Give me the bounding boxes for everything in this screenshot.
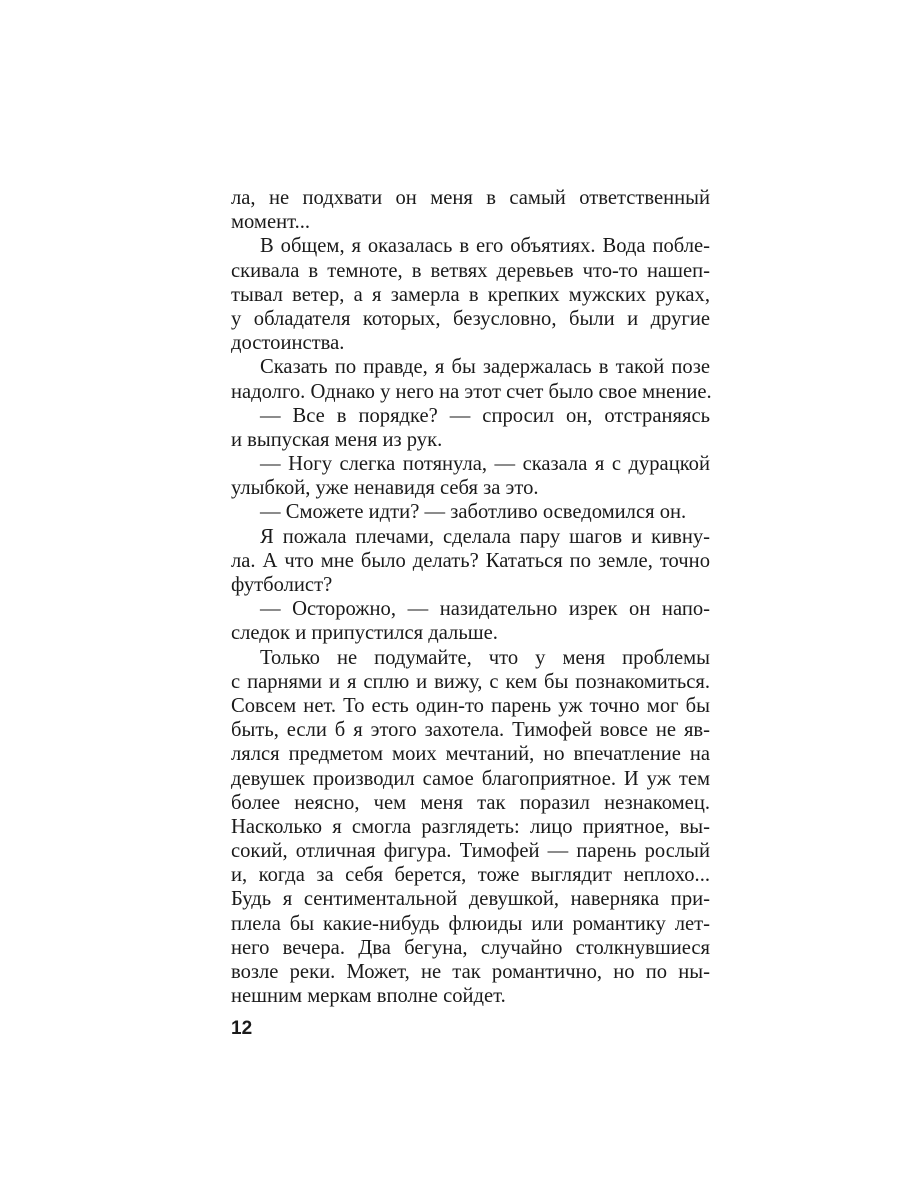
text-line: сокий, отличная фигура. Тимофей — парень рослый (231, 840, 710, 863)
text-line: Будь я сентиментальной девушкой, наверняка при- (231, 888, 710, 911)
text-line: футболист? (231, 574, 333, 596)
text-line: улыбкой, уже ненавидя себя за это. (231, 477, 539, 500)
text-line: лялся предметом моих мечтаний, но впечатление на (231, 743, 710, 766)
text-line: — Ногу слегка потянула, — сказала я с дурацкой (260, 453, 710, 476)
text-line: В общем, я оказалась в его объятиях. Вода побле- (260, 235, 710, 258)
text-line: Насколько я смогла разглядеть: лицо приятное, вы- (231, 815, 710, 838)
text-line: девушек производил самое благоприятное. И уж тем (231, 767, 710, 790)
text-line: — Сможете идти? — заботливо осведомился он. (260, 501, 687, 524)
text-line: Совсем нет. То есть один-то парень уж точно мог бы (231, 694, 710, 717)
text-line: и, когда за себя берется, тоже выглядит неплохо... (231, 864, 710, 887)
text-line: и выпуская меня из рук. (231, 428, 443, 451)
text-line: него вечера. Два бегуна, случайно столкнувшиеся (231, 936, 710, 959)
page-number: 12 (231, 1018, 253, 1039)
text-line: быть, если б я этого захотела. Тимофей вовсе не яв- (231, 719, 710, 742)
text-line: у обладателя которых, безусловно, были и другие (231, 307, 710, 330)
text-line: плела бы какие-нибудь флюиды или романтику лет- (231, 912, 710, 935)
text-line: нешним меркам вполне сойдет. (231, 985, 506, 1008)
body-text (231, 186, 710, 1008)
text-line: — Все в порядке? — спросил он, отстраняясь (260, 404, 710, 427)
text-line: — Осторожно, — назидательно изрек он напо- (260, 598, 710, 621)
text-line: Сказать по правде, я бы задержалась в такой позе (260, 356, 710, 379)
text-line: более неясно, чем меня так поразил незнакомец. (231, 791, 710, 814)
text-line: следок и припустился дальше. (231, 622, 498, 645)
text-line: с парнями и я сплю и вижу, с кем бы познакомиться. (231, 670, 710, 693)
text-line: момент... (231, 211, 311, 234)
text-line: тывал ветер, а я замерла в крепких мужских руках, (231, 283, 710, 306)
text-line: надолго. Однако у него на этот счет было свое мнение. (231, 380, 712, 403)
text-line: Только не подумайте, что у меня проблемы (260, 646, 710, 669)
text-line: ла. А что мне было делать? Кататься по земле, точно (231, 549, 710, 572)
text-line: Я пожала плечами, сделала пару шагов и кивну- (260, 525, 710, 548)
text-line: возле реки. Может, не так романтично, но по ны- (231, 961, 710, 983)
text-line: достоинства. (231, 332, 345, 355)
text-line: скивала в темноте, в ветвях деревьев что-то нашеп- (231, 259, 710, 282)
text-line: ла, не подхвати он меня в самый ответственный (231, 187, 710, 209)
